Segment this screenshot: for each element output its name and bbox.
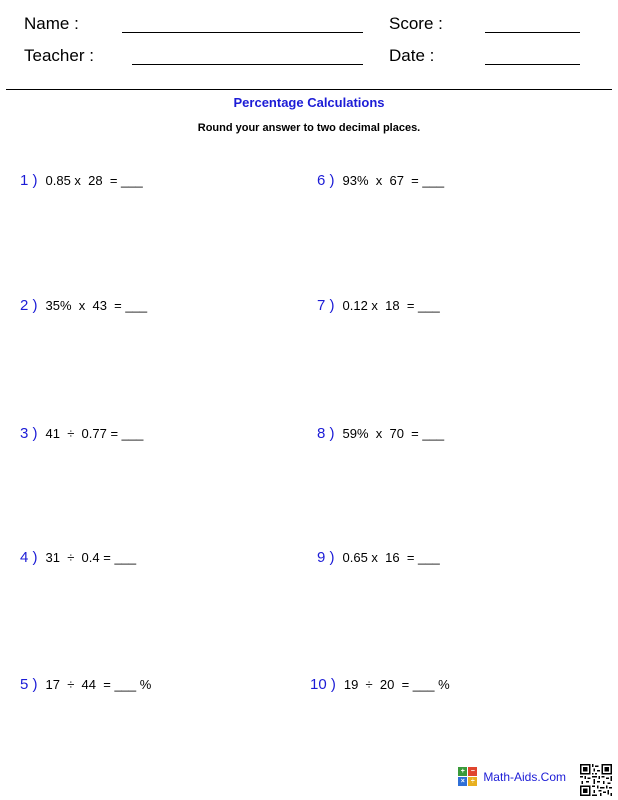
problem-expression: 19 ÷ 20 = ___ %: [343, 677, 450, 692]
math-operators-logo-icon: + − × ÷: [458, 767, 477, 786]
score-label: Score :: [389, 14, 443, 33]
problem-number: 5 ): [20, 676, 38, 693]
problem-6: [317, 172, 444, 190]
problem-number: 10 ): [310, 676, 336, 693]
problem-expression: 0.12 x 18 = ___: [342, 298, 440, 313]
problem-number: 7 ): [317, 297, 335, 314]
problem-2: [20, 297, 147, 315]
problem-number: 9 ): [317, 549, 335, 566]
site-name[interactable]: Math-Aids.Com: [483, 769, 566, 784]
problem-number: 2 ): [20, 297, 38, 314]
problem-expression: 35% x 43 = ___: [45, 298, 148, 313]
footer-branding[interactable]: [458, 767, 566, 786]
problem-expression: 0.85 x 28 = ___: [45, 173, 143, 188]
problem-number: 4 ): [20, 549, 38, 566]
problem-expression: 59% x 70 = ___: [342, 426, 445, 441]
problem-8: [317, 425, 444, 443]
qr-code-icon: [580, 764, 612, 796]
instructions: Round your answer to two decimal places.: [197, 122, 421, 134]
problem-10: [310, 676, 450, 694]
date-label: Date :: [389, 46, 435, 65]
problem-number: 8 ): [317, 425, 335, 442]
problem-5: [20, 676, 151, 694]
worksheet-title: Percentage Calculations: [233, 95, 385, 110]
problem-1: [20, 172, 143, 190]
score-line[interactable]: [485, 32, 580, 33]
problem-3: [20, 425, 143, 443]
teacher-label: Teacher :: [24, 46, 94, 65]
problem-expression: 93% x 67 = ___: [342, 173, 445, 188]
teacher-line[interactable]: [132, 64, 363, 65]
name-label: Name :: [24, 14, 79, 33]
header-divider: [6, 89, 612, 90]
problem-expression: 17 ÷ 44 = ___ %: [45, 677, 152, 692]
problem-expression: 31 ÷ 0.4 = ___: [45, 550, 137, 565]
date-line[interactable]: [485, 64, 580, 65]
problem-7: [317, 297, 440, 315]
problem-4: [20, 549, 136, 567]
name-line[interactable]: [122, 32, 363, 33]
problem-number: 6 ): [317, 172, 335, 189]
problem-number: 1 ): [20, 172, 38, 189]
problem-expression: 41 ÷ 0.77 = ___: [45, 426, 144, 441]
problem-expression: 0.65 x 16 = ___: [342, 550, 440, 565]
problem-9: [317, 549, 440, 567]
problem-number: 3 ): [20, 425, 38, 442]
